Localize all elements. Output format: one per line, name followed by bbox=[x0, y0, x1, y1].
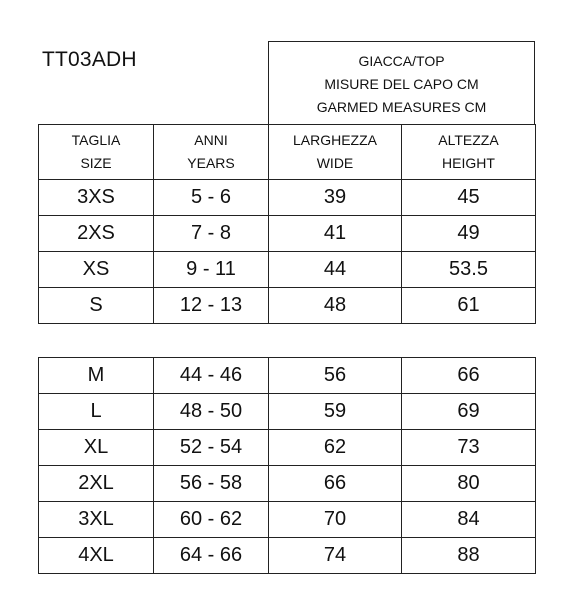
cell-height: 49 bbox=[402, 216, 536, 252]
cell-years: 12 - 13 bbox=[154, 288, 269, 324]
cell-width: 39 bbox=[269, 180, 402, 216]
column-header-it: LARGHEZZA bbox=[292, 132, 377, 148]
cell-years: 52 - 54 bbox=[154, 430, 269, 466]
column-header-height bbox=[402, 125, 536, 180]
adult-size-table bbox=[38, 357, 536, 574]
product-code: TT03ADH bbox=[42, 48, 137, 71]
column-header-en: YEARS bbox=[187, 155, 235, 171]
cell-width: 62 bbox=[269, 430, 402, 466]
table-row bbox=[39, 216, 536, 252]
cell-size: 3XL bbox=[39, 502, 154, 538]
cell-width: 41 bbox=[269, 216, 402, 252]
cell-size: 4XL bbox=[39, 538, 154, 574]
column-header-it: ANNI bbox=[194, 132, 228, 148]
kids-size-table bbox=[38, 124, 536, 324]
table-row bbox=[39, 502, 536, 538]
column-header-row bbox=[39, 125, 536, 180]
cell-width: 59 bbox=[269, 394, 402, 430]
cell-width: 74 bbox=[269, 538, 402, 574]
table-row bbox=[39, 394, 536, 430]
cell-size: 2XS bbox=[39, 216, 154, 252]
column-header-width bbox=[269, 125, 402, 180]
cell-height: 84 bbox=[402, 502, 536, 538]
cell-height: 45 bbox=[402, 180, 536, 216]
cell-size: S bbox=[39, 288, 154, 324]
table-row bbox=[39, 538, 536, 574]
measures-header-box bbox=[268, 41, 535, 124]
cell-years: 44 - 46 bbox=[154, 358, 269, 394]
cell-size: M bbox=[39, 358, 154, 394]
cell-width: 56 bbox=[269, 358, 402, 394]
cell-height: 69 bbox=[402, 394, 536, 430]
cell-height: 66 bbox=[402, 358, 536, 394]
cell-years: 5 - 6 bbox=[154, 180, 269, 216]
header-line-english: GARMED MEASURES CM bbox=[316, 98, 487, 115]
table-row bbox=[39, 466, 536, 502]
column-header-it: TAGLIA bbox=[71, 132, 121, 148]
cell-years: 56 - 58 bbox=[154, 466, 269, 502]
column-header-en: WIDE bbox=[316, 155, 354, 171]
cell-height: 73 bbox=[402, 430, 536, 466]
cell-size: 2XL bbox=[39, 466, 154, 502]
table-row bbox=[39, 288, 536, 324]
cell-height: 88 bbox=[402, 538, 536, 574]
cell-width: 70 bbox=[269, 502, 402, 538]
column-header-en: SIZE bbox=[80, 155, 112, 171]
table-row bbox=[39, 252, 536, 288]
table-row bbox=[39, 358, 536, 394]
cell-years: 9 - 11 bbox=[154, 252, 269, 288]
cell-size: L bbox=[39, 394, 154, 430]
column-header-size bbox=[39, 125, 154, 180]
header-line-garment: GIACCA/TOP bbox=[358, 52, 445, 69]
column-header-it: ALTEZZA bbox=[438, 132, 499, 148]
cell-size: XS bbox=[39, 252, 154, 288]
cell-height: 53.5 bbox=[402, 252, 536, 288]
cell-years: 48 - 50 bbox=[154, 394, 269, 430]
cell-size: 3XS bbox=[39, 180, 154, 216]
cell-size: XL bbox=[39, 430, 154, 466]
cell-width: 44 bbox=[269, 252, 402, 288]
cell-years: 7 - 8 bbox=[154, 216, 269, 252]
cell-height: 80 bbox=[402, 466, 536, 502]
table-row bbox=[39, 430, 536, 466]
cell-years: 60 - 62 bbox=[154, 502, 269, 538]
cell-width: 48 bbox=[269, 288, 402, 324]
header-line-italian: MISURE DEL CAPO CM bbox=[324, 75, 479, 92]
cell-height: 61 bbox=[402, 288, 536, 324]
column-header-en: HEIGHT bbox=[442, 155, 495, 171]
column-header-years bbox=[154, 125, 269, 180]
table-row bbox=[39, 180, 536, 216]
cell-width: 66 bbox=[269, 466, 402, 502]
cell-years: 64 - 66 bbox=[154, 538, 269, 574]
